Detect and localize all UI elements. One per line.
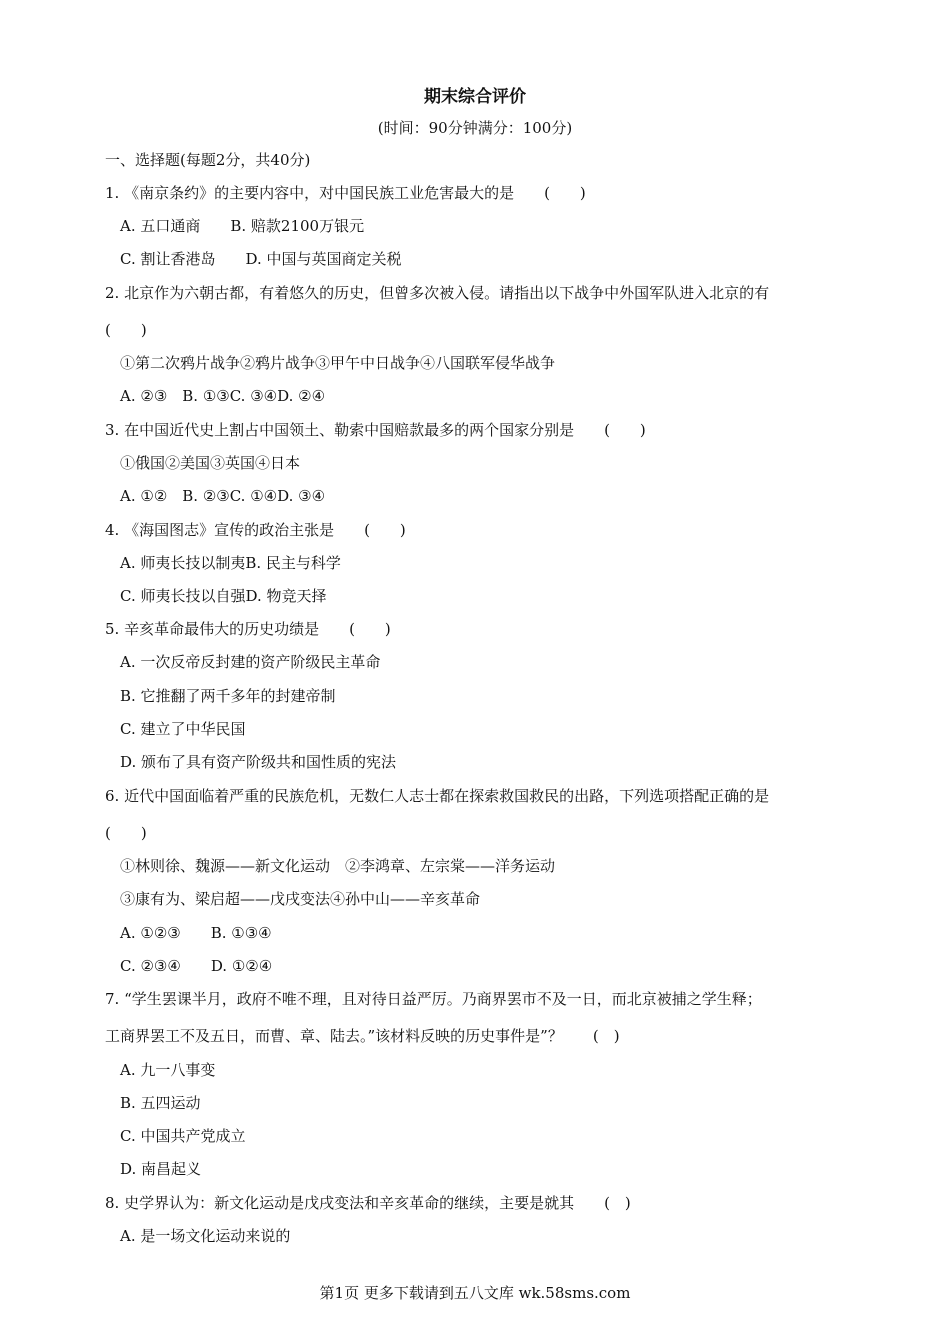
page-title: 期末综合评价 (424, 87, 526, 107)
question-8-option-a: A. 是一场文化运动来说的 (120, 1227, 291, 1245)
question-7-option-d: D. 南昌起义 (120, 1160, 202, 1178)
question-6-items-1: ①林则徐、魏源——新文化运动 ②李鸿章、左宗棠——洋务运动 (120, 857, 556, 875)
question-6: 6. 近代中国面临着严重的民族危机，无数仁人志士都在探索救国救民的出路，下列选项搭配正确的是 (105, 787, 770, 805)
question-3: 3. 在中国近代史上割占中国领土、勒索中国赔款最多的两个国家分别是 ( ) (105, 421, 646, 439)
question-7-continued: 工商界罢工不及五日，而曹、章、陆去。”该材料反映的历史事件是”？ ( ) (105, 1027, 620, 1045)
page-footer: 第1页 更多下载请到五八文库 wk.58sms.com (319, 1284, 631, 1302)
question-4-options-cd: C. 师夷长技以自强D. 物竞天择 (120, 587, 327, 605)
question-5-option-c: C. 建立了中华民国 (120, 720, 246, 738)
question-5-option-a: A. 一次反帝反封建的资产阶级民主革命 (120, 653, 381, 671)
question-3-items: ①俄国②美国③英国④日本 (120, 454, 301, 472)
exam-info: (时间：90分钟满分：100分) (377, 119, 573, 137)
question-7-option-a: A. 九一八事变 (120, 1061, 216, 1079)
question-1: 1. 《南京条约》的主要内容中，对中国民族工业危害最大的是 ( ) (105, 184, 586, 202)
section-heading: 一、选择题(每题2分，共40分) (105, 151, 311, 169)
question-7: 7. “学生罢课半月，政府不唯不理，且对待日益严厉。乃商界罢市不及一日，而北京被捕之学生释； (105, 990, 762, 1008)
question-5: 5. 辛亥革命最伟大的历史功绩是 ( ) (105, 620, 391, 638)
question-5-option-d: D. 颁布了具有资产阶级共和国性质的宪法 (120, 753, 397, 771)
question-4: 4. 《海国图志》宣传的政治主张是 ( ) (105, 521, 406, 539)
question-2: 2. 北京作为六朝古都，有着悠久的历史，但曾多次被入侵。请指出以下战争中外国军队进入北京的有 (105, 284, 770, 302)
question-1-options-ab: A. 五口通商 B. 赔款2100万银元 (120, 217, 365, 235)
question-1-options-cd: C. 割让香港岛 D. 中国与英国商定关税 (120, 250, 402, 268)
question-7-option-c: C. 中国共产党成立 (120, 1127, 246, 1145)
question-5-option-b: B. 它推翻了两千多年的封建帝制 (120, 687, 336, 705)
question-7-option-b: B. 五四运动 (120, 1094, 201, 1112)
question-4-options-ab: A. 师夷长技以制夷B. 民主与科学 (120, 554, 341, 572)
question-6-options-cd: C. ②③④ D. ①②④ (120, 957, 273, 975)
question-2-options: A. ②③ B. ①③C. ③④D. ②④ (120, 387, 326, 405)
question-8: 8. 史学界认为：新文化运动是戊戌变法和辛亥革命的继续，主要是就其 ( ) (105, 1194, 631, 1212)
question-6-bracket: ( ) (105, 824, 147, 842)
question-6-items-2: ③康有为、梁启超——戊戌变法④孙中山——辛亥革命 (120, 890, 481, 908)
question-2-bracket: ( ) (105, 321, 147, 339)
question-6-options-ab: A. ①②③ B. ①③④ (120, 924, 272, 942)
question-3-options: A. ①② B. ②③C. ①④D. ③④ (120, 487, 326, 505)
question-2-items: ①第二次鸦片战争②鸦片战争③甲午中日战争④八国联军侵华战争 (120, 354, 556, 372)
